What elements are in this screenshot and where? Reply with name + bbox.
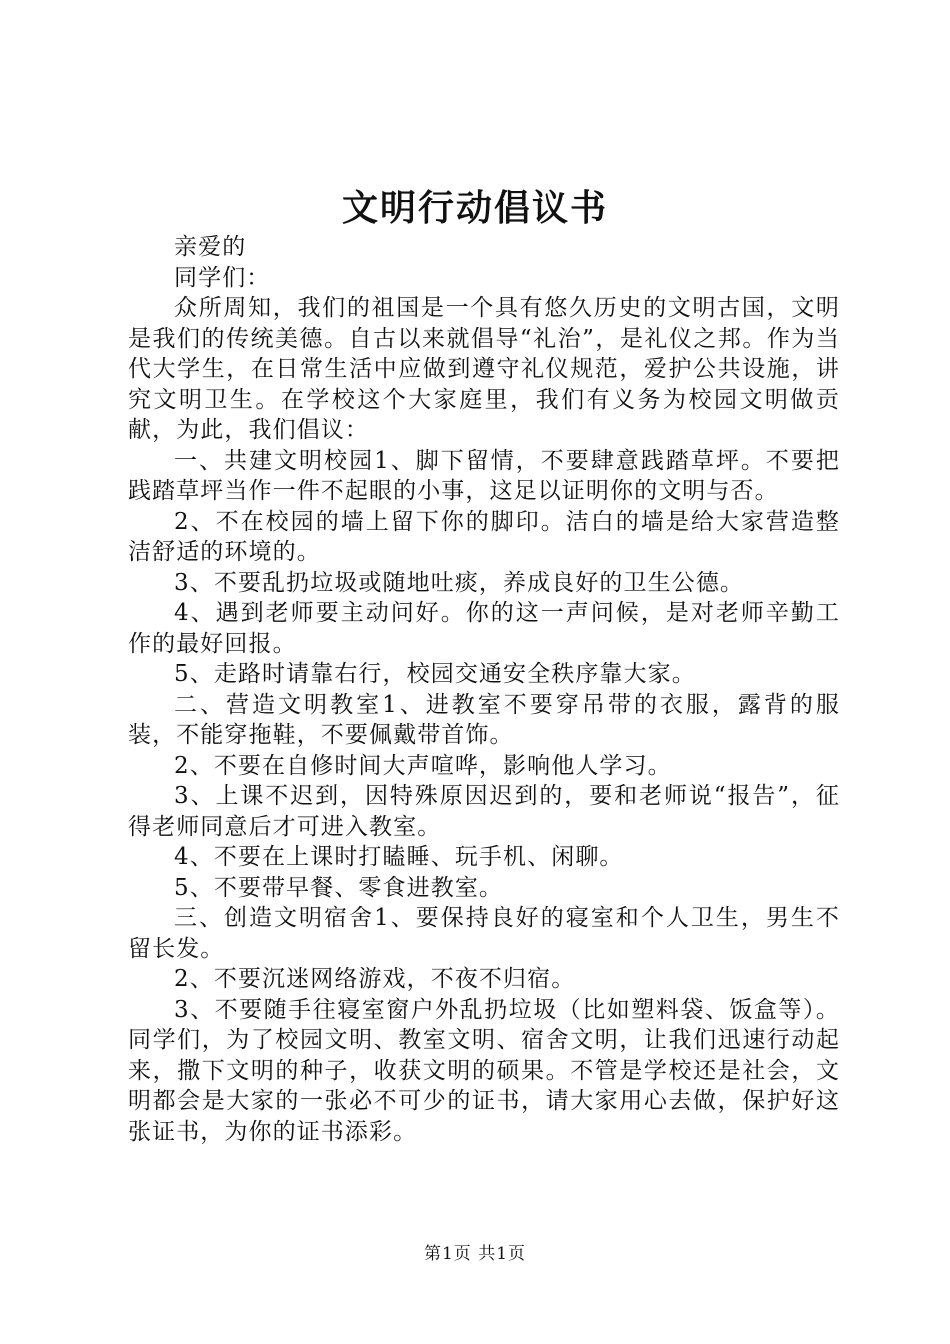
classroom-item-1: 二、营造文明教室1、进教室不要穿吊带的衣服，露背的服装，不能穿拖鞋，不要佩戴带首饰。 (128, 691, 840, 748)
campus-item-4: 4、遇到老师要主动问好。你的这一声问候，是对老师辛勤工作的最好回报。 (128, 600, 840, 657)
salutation-line-2: 同学们： (174, 264, 271, 291)
classroom-item-3: 3、上课不迟到，因特殊原因迟到的，要和老师说“报告”，征得老师同意后才可进入教室。 (128, 783, 840, 840)
intro-paragraph: 众所周知，我们的祖国是一个具有悠久历史的文明古国，文明是我们的传统美德。自古以来就倡导“礼治”，是礼仪之邦。作为当代大学生，在日常生活中应做到遵守礼仪规范，爱护公共设施，讲究文明卫生。在学校这个大家庭里，我们有义务为校园文明做贡献，为此，我们倡议： (128, 295, 840, 443)
classroom-item-4: 4、不要在上课时打瞌睡、玩手机、闲聊。 (174, 844, 624, 870)
document-title: 文明行动倡议书 (341, 187, 608, 229)
campus-item-2: 2、不在校园的墙上留下你的脚印。洁白的墙是给大家营造整洁舒适的环境的。 (128, 508, 840, 565)
classroom-item-5: 5、不要带早餐、零食进教室。 (174, 874, 504, 901)
document-body (128, 232, 840, 1147)
salutation-line-1: 亲爱的 (174, 234, 247, 260)
campus-item-5: 5、走路时请靠右行，校园交通安全秩序靠大家。 (174, 661, 696, 687)
classroom-item-2: 2、不要在自修时间大声喧哗，影响他人学习。 (174, 752, 672, 779)
campus-item-1: 一、共建文明校园1、脚下留情，不要肆意践踏草坪。不要把践踏草坪当作一件不起眼的小事，这足以证明你的文明与否。 (128, 447, 840, 504)
page-number-footer: 第1页 共1页 (423, 1244, 527, 1264)
dorm-item-2: 2、不要沉迷网络游戏，不夜不归宿。 (174, 966, 576, 992)
dorm-item-3-closing: 3、不要随手往寝室窗户外乱扔垃圾（比如塑料袋、饭盒等）。同学们，为了校园文明、教室文明、宿舍文明，让我们迅速行动起来，撒下文明的种子，收获文明的硕果。不管是学校还是社会，文明都会是大家的一张必不可少的证书，请大家用心去做，保护好这张证书，为你的证书添彩。 (128, 996, 840, 1145)
campus-item-3: 3、不要乱扔垃圾或随地吐痰，养成良好的卫生公德。 (174, 569, 745, 596)
dorm-item-1: 三、创造文明宿舍1、要保持良好的寝室和个人卫生，男生不留长发。 (128, 905, 840, 962)
